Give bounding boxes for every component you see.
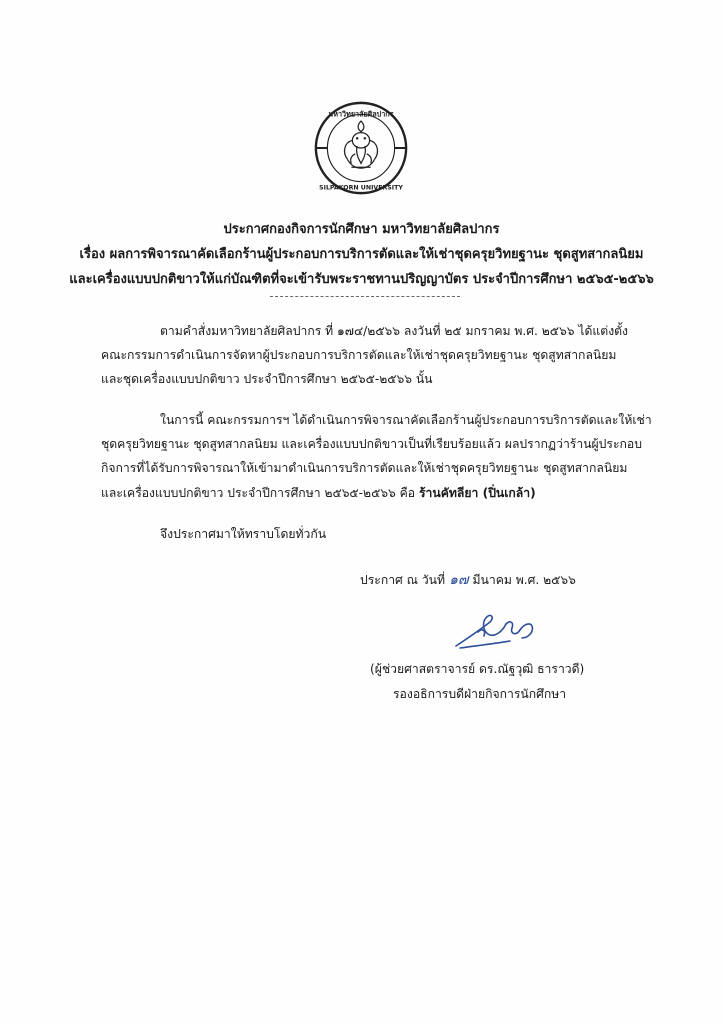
svg-text:SILPAKORN UNIVERSITY: SILPAKORN UNIVERSITY xyxy=(319,184,403,192)
announcement-subject: เรื่อง ผลการพิจารณาคัดเลือกร้านผู้ประกอบการบริการตัดและให้เช่าชุดครุยวิทยฐานะ ชุดสูทสากลนิยม xyxy=(79,247,644,262)
announcement-date-prefix: ประกาศ ณ วันที่ xyxy=(360,573,446,587)
closing-statement: จึงประกาศมาให้ทราบโดยทั่วกัน xyxy=(160,527,327,541)
announcement-date-suffix: มีนาคม พ.ศ. ๒๕๖๖ xyxy=(472,573,576,587)
announcement-subject-continued: และเครื่องแบบปกติขาวให้แก่บัณฑิตที่จะเข้ารับพระราชทานปริญญาบัตร ประจำปีการศึกษา ๒๕๖๕-๒๕๖๖ xyxy=(69,272,654,287)
paragraph-1-line-3: และชุดเครื่องแบบปกติขาว ประจำปีการศึกษา ๒๕๖๕-๒๕๖๖ นั้น xyxy=(101,372,433,386)
title-divider xyxy=(270,296,460,297)
handwritten-signature xyxy=(448,608,548,652)
announcement-day-handwritten: ๑๗ xyxy=(449,572,469,588)
paragraph-2-line-2: ชุดครุยวิทยฐานะ ชุดสูทสากลนิยม และเครื่องแบบปกติขาวเป็นที่เรียบร้อยแล้ว ผลปรากฏว่าร้านผู้ประกอบ xyxy=(101,437,642,451)
selected-shop-name: ร้านคัทลียา (ปิ่นเกล้า) xyxy=(419,486,536,500)
svg-text:มหาวิทยาลัยศิลปากร: มหาวิทยาลัยศิลปากร xyxy=(328,109,394,119)
paragraph-2-line-3: กิจการที่ได้รับการพิจารณาให้เข้ามาดำเนินการบริการตัดและให้เช่าชุดครุยวิทยฐานะ ชุดสูทสากลนิยม xyxy=(101,461,628,475)
signer-name: (ผู้ช่วยศาสตราจารย์ ดร.ณัฐวุฒิ ธาราวดี) xyxy=(370,662,585,676)
announcement-title: ประกาศกองกิจการนักศึกษา มหาวิทยาลัยศิลปากร xyxy=(223,222,500,237)
paragraph-1-line-2: คณะกรรมการดำเนินการจัดหาผู้ประกอบการบริการตัดและให้เช่าชุดครุยวิทยฐานะ ชุดสูทสากลนิยม xyxy=(101,348,617,362)
paragraph-2-line-4 xyxy=(101,484,536,503)
signer-position: รองอธิการบดีฝ่ายกิจการนักศึกษา xyxy=(393,687,567,701)
paragraph-2-line-1: ในการนี้ คณะกรรมการฯ ได้ดำเนินการพิจารณาคัดเลือกร้านผู้ประกอบการบริการตัดและให้เช่า xyxy=(160,413,652,427)
announcement-date xyxy=(360,569,576,591)
paragraph-2-line-4-text: และเครื่องแบบปกติขาว ประจำปีการศึกษา ๒๕๖๕-๒๕๖๖ คือ xyxy=(101,486,420,500)
university-seal-logo xyxy=(313,100,409,196)
paragraph-1-line-1: ตามคำสั่งมหาวิทยาลัยศิลปากร ที่ ๑๗๔/๒๕๖๖ ลงวันที่ ๒๕ มกราคม พ.ศ. ๒๕๖๖ ได้แต่งตั้ง xyxy=(160,324,629,338)
